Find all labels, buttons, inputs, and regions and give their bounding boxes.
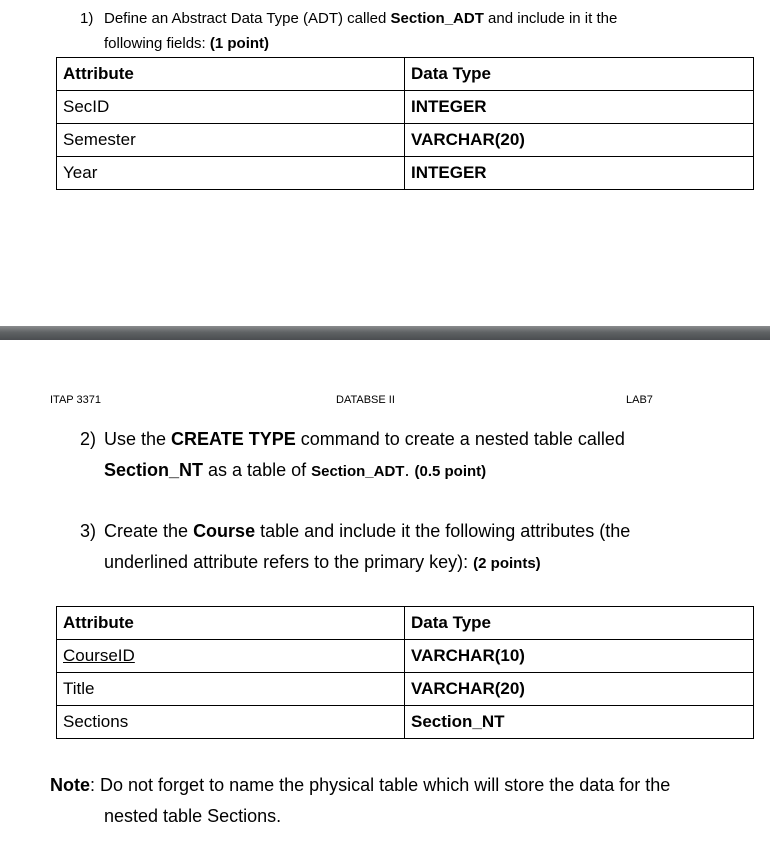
question-1 (80, 6, 720, 56)
page-break-bar (0, 326, 770, 340)
data-type-cell: Section_NT (405, 706, 754, 739)
points-label: (1 point) (209, 35, 270, 52)
primary-key-attribute-cell: CourseID (57, 640, 405, 673)
table-row (57, 673, 754, 706)
table-row (57, 124, 754, 157)
question-text-part: following fields: (104, 35, 210, 52)
data-type-cell: INTEGER (405, 157, 754, 190)
header-course-title: DATABSE II (336, 394, 395, 406)
data-type-cell: INTEGER (405, 91, 754, 124)
table-header-row (57, 58, 754, 91)
table-header-row (57, 607, 754, 640)
attribute-cell: Year (57, 157, 405, 190)
header-cell-data-type: Data Type (405, 607, 754, 640)
note-label: Note (50, 775, 90, 795)
question-text-part: command to create a nested table called (295, 429, 625, 449)
header-cell-data-type: Data Type (405, 58, 754, 91)
header-cell-attribute: Attribute (57, 58, 405, 91)
note-text: : Do not forget to name the physical table which will store the data for the (90, 775, 671, 795)
header-lab-number: LAB7 (626, 394, 653, 406)
question-text-part: as a table of (203, 460, 312, 480)
table-row (57, 91, 754, 124)
question-text-part: underlined attribute refers to the primary key): (104, 552, 474, 572)
question-text-part: . (404, 460, 415, 480)
question-text-part: Use the (104, 429, 172, 449)
command-name: CREATE TYPE (171, 429, 296, 449)
question-text-part: table and include it the following attributes (the (255, 521, 631, 541)
points-label: (0.5 point) (414, 463, 487, 480)
question-number: 3) (80, 521, 97, 541)
table-row (57, 157, 754, 190)
data-type-cell: VARCHAR(10) (405, 640, 754, 673)
question-text (104, 516, 740, 579)
table-name: Course (193, 521, 256, 541)
question-text (104, 424, 740, 487)
attribute-cell: Title (57, 673, 405, 706)
attribute-cell: SecID (57, 91, 405, 124)
attribute-cell: Semester (57, 124, 405, 157)
nested-table-name: Section_NT (104, 460, 204, 480)
data-type-cell: VARCHAR(20) (405, 124, 754, 157)
question-number: 1) (80, 10, 94, 27)
points-label: (2 points) (473, 555, 541, 572)
note-paragraph (50, 770, 750, 832)
course-table (56, 606, 754, 739)
header-course-code: ITAP 3371 (50, 394, 101, 406)
data-type-cell: VARCHAR(20) (405, 673, 754, 706)
question-3 (80, 516, 740, 579)
question-text (104, 6, 720, 56)
question-text-part: and include in it the (483, 10, 618, 27)
table-row (57, 706, 754, 739)
attribute-cell: Sections (57, 706, 405, 739)
header-cell-attribute: Attribute (57, 607, 405, 640)
question-2 (80, 424, 740, 487)
question-text-part: Create the (104, 521, 194, 541)
note-text-continued: nested table Sections. (104, 806, 282, 826)
table-row (57, 640, 754, 673)
adt-name: Section_ADT (311, 463, 405, 480)
adt-name: Section_ADT (390, 10, 484, 27)
question-number: 2) (80, 429, 97, 449)
question-text-part: Define an Abstract Data Type (ADT) called (104, 10, 391, 27)
section-adt-table (56, 57, 754, 190)
